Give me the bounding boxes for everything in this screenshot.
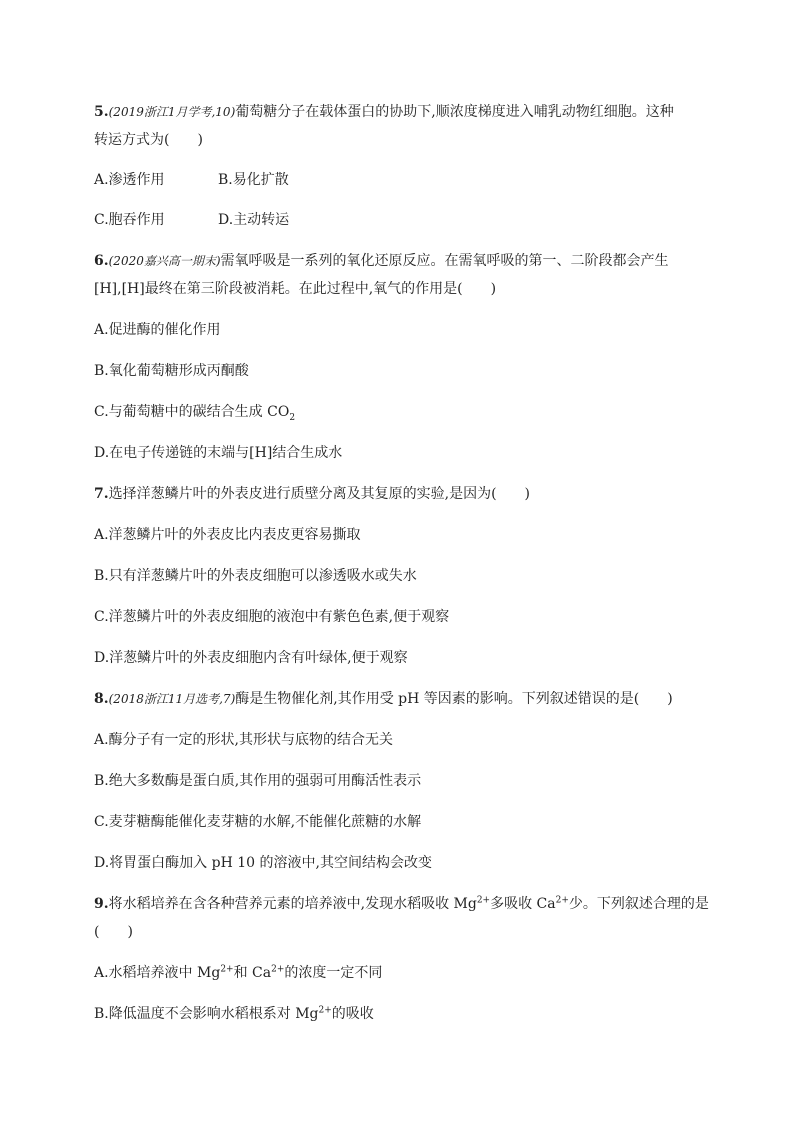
option-b: B.易化扩散	[218, 172, 289, 188]
question-7-option-d: D.洋葱鳞片叶的外表皮细胞内含有叶绿体,便于观察	[94, 650, 408, 666]
question-6-option-a: A.促进酶的催化作用	[94, 322, 221, 338]
question-8-option-c: C.麦芽糖酶能催化麦芽糖的水解,不能催化蔗糖的水解	[94, 814, 422, 830]
question-8-option-b: B.绝大多数酶是蛋白质,其作用的强弱可用酶活性表示	[94, 773, 422, 789]
question-6-option-c: C.与葡萄糖中的碳结合生成 $CO_2$	[94, 404, 296, 423]
question-number: 8	[94, 691, 104, 707]
question-9-option-b: B.降低温度不会影响水稻根系对 $Mg^{2+}$的吸收	[94, 1005, 374, 1022]
option-c: C.胞吞作用	[94, 212, 165, 228]
question-8-option-d: D.将胃蛋白酶加入 pH 10 的溶液中,其空间结构会改变	[94, 855, 432, 871]
option-a: A.渗透作用	[94, 172, 165, 188]
question-9-option-a: A.水稻培养液中 $Mg^{2+}$和 $Ca^{2+}$的浓度一定不同	[94, 964, 383, 981]
question-5-stem-line2: 转运方式为( )	[94, 132, 203, 148]
question-number: 6	[94, 253, 104, 269]
question-number: 5	[94, 104, 104, 120]
question-source: (2018浙江11月选考,7)	[108, 692, 236, 706]
question-source: (2020嘉兴高一期末)	[108, 254, 221, 268]
question-source: (2019浙江1月学考,10)	[108, 105, 236, 119]
question-6-option-b: B.氧化葡萄糖形成丙酮酸	[94, 363, 249, 379]
question-8-option-a: A.酶分子有一定的形状,其形状与底物的结合无关	[94, 732, 394, 748]
question-6-option-d: D.在电子传递链的末端与[H]结合生成水	[94, 445, 343, 461]
question-5-options-row2	[94, 211, 754, 229]
question-stem: 酶是生物催化剂,其作用受 pH 等因素的影响。下列叙述错误的是( )	[235, 691, 673, 707]
question-number: 9	[94, 896, 104, 912]
question-5-options-row1	[94, 171, 754, 189]
question-7-option-b: B.只有洋葱鳞片叶的外表皮细胞可以渗透吸水或失水	[94, 568, 417, 584]
question-stem: 选择洋葱鳞片叶的外表皮进行质壁分离及其复原的实验,是因为( )	[108, 486, 530, 502]
question-stem: 葡萄糖分子在载体蛋白的协助下,顺浓度梯度进入哺乳动物红细胞。这种	[235, 104, 674, 120]
question-5-stem-line1: 5.(2019浙江1月学考,10)葡萄糖分子在载体蛋白的协助下,顺浓度梯度进入哺乳动物红细胞。这种	[94, 104, 674, 120]
question-7-option-c: C.洋葱鳞片叶的外表皮细胞的液泡中有紫色色素,便于观察	[94, 609, 450, 625]
question-number: 7	[94, 486, 104, 502]
question-6-stem-line2: [H],[H]最终在第三阶段被消耗。在此过程中,氧气的作用是( )	[94, 281, 497, 297]
question-6-stem-line1: 6.(2020嘉兴高一期末)需氧呼吸是一系列的氧化还原反应。在需氧呼吸的第一、二阶段都会产生	[94, 253, 669, 269]
question-8-stem: 8.(2018浙江11月选考,7)酶是生物催化剂,其作用受 pH 等因素的影响。下列叙述错误的是( )	[94, 691, 673, 707]
question-stem: 需氧呼吸是一系列的氧化还原反应。在需氧呼吸的第一、二阶段都会产生	[220, 253, 669, 269]
question-7-stem: 7.选择洋葱鳞片叶的外表皮进行质壁分离及其复原的实验,是因为( )	[94, 486, 530, 502]
question-9-stem-line1: 9.将水稻培养在含各种营养元素的培养液中,发现水稻吸收 $Mg^{2+}$多吸收 $Ca^{2+}$少。下列叙述合理的是	[94, 895, 709, 912]
option-d: D.主动转运	[218, 212, 290, 228]
question-9-stem-line2: ( )	[94, 924, 133, 940]
question-7-option-a: A.洋葱鳞片叶的外表皮比内表皮更容易撕取	[94, 527, 361, 543]
